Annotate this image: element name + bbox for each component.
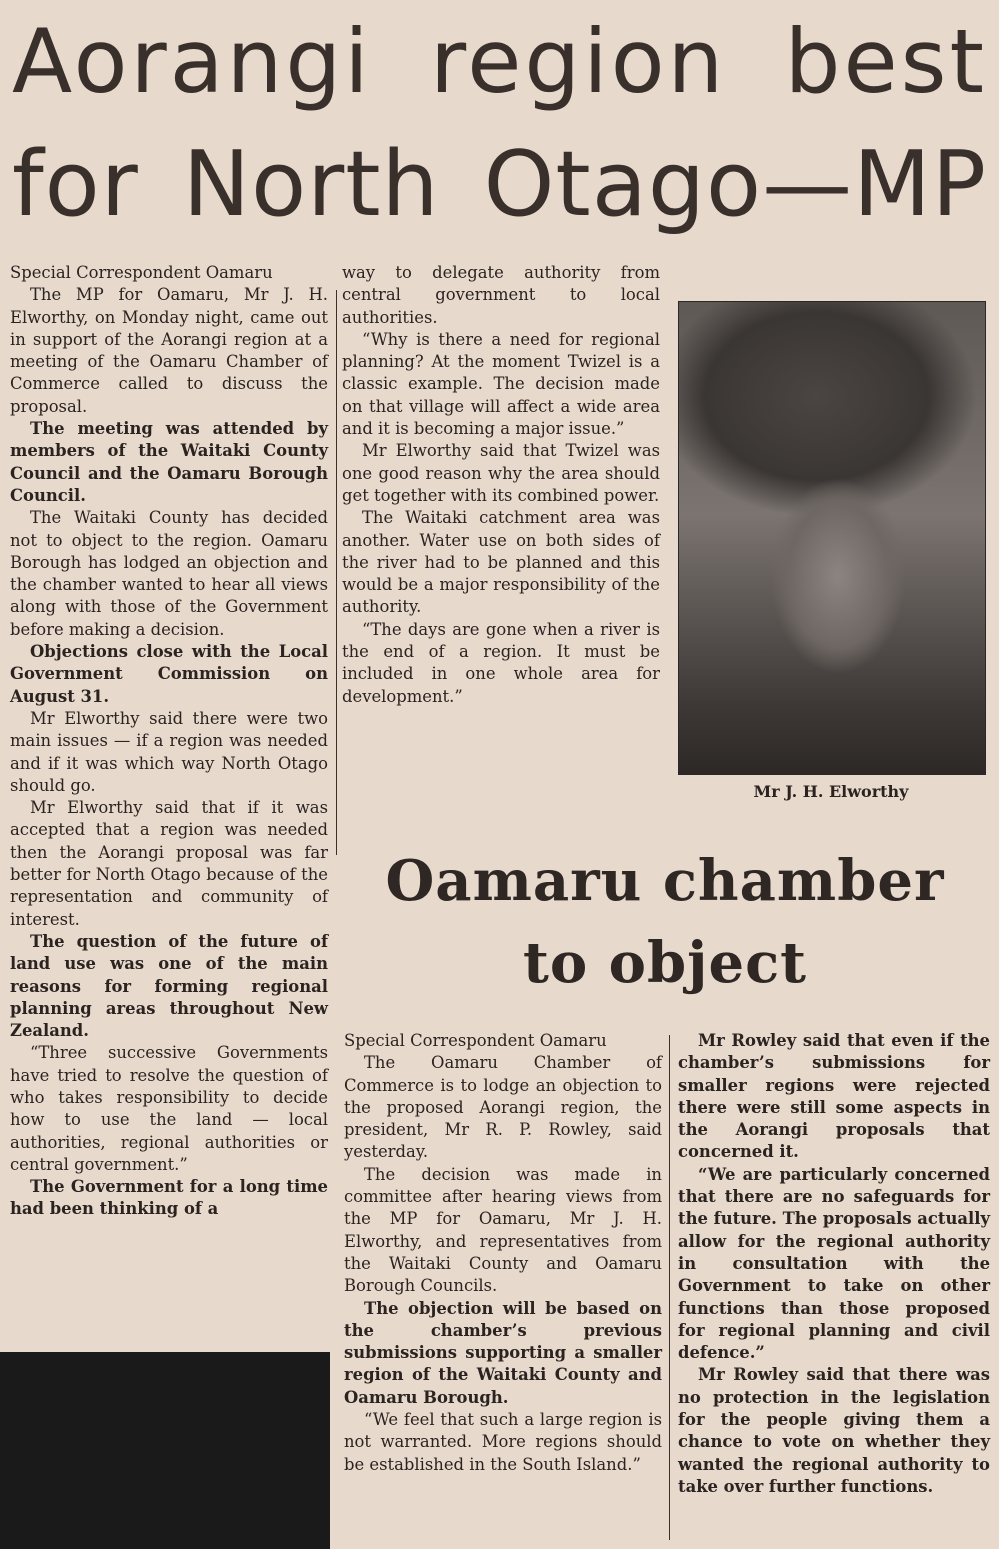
article2-paragraph: “We are particularly concerned that there are no safeguards for the future. The proposals actually allow for the regional authority in consultation with the Government to take on other functions than those proposed for regional planning and civil defence.” [678, 1164, 990, 1363]
article1-paragraph: way to delegate authority from central government to local authorities. [342, 263, 660, 327]
redacted-block [0, 1352, 330, 1549]
portrait-photo [678, 301, 986, 775]
article1-column-1 [10, 262, 328, 1221]
article1-byline: Special Correspondent Oamaru [10, 263, 273, 282]
second-headline-line-2: to object [522, 930, 808, 996]
article1-paragraph: Mr Elworthy said that Twizel was one good reason why the area should get together with its combined power. [342, 441, 660, 505]
article1-paragraph: “Why is there a need for regional planning? At the moment Twizel is a classic example. The decision made on that village will affect a wide area and it is becoming a major issue.” [342, 329, 660, 439]
article2-paragraph: Mr Rowley said that there was no protection in the legislation for the people giving them a chance to vote on whether they wanted the regional authority to take over further functions. [678, 1365, 990, 1496]
article2-paragraph: The decision was made in committee after hearing views from the MP for Oamaru, Mr J. H. Elworthy, and representatives from the Waitaki County and Oamaru Borough Councils. [344, 1164, 662, 1296]
article1-paragraph: The question of the future of land use was one of the main reasons for forming regional planning areas throughout New Zealand. [10, 931, 328, 1041]
article2-column-2 [678, 1030, 990, 1498]
main-headline-line-2: for North Otago—MP [12, 132, 987, 237]
article1-paragraph: The Government for a long time had been thinking of a [10, 1177, 328, 1219]
article1-column-2 [342, 262, 660, 708]
column-rule [669, 1035, 670, 1540]
article1-paragraph: Mr Elworthy said there were two main issues — if a region was needed and if it was which way North Otago should go. [10, 708, 328, 795]
article2-byline: Special Correspondent Oamaru [344, 1031, 607, 1050]
article1-paragraph: The Waitaki catchment area was another. Water use on both sides of the river had to be planned and this would be a major responsibility of the authority. [342, 508, 660, 617]
photo-caption: Mr J. H. Elworthy [753, 782, 909, 801]
article2-column-1 [344, 1030, 662, 1476]
article1-paragraph: The MP for Oamaru, Mr J. H. Elworthy, on Monday night, came out in support of the Aorangi region at a meeting of the Oamaru Chamber of Commerce called to discuss the proposal. [10, 285, 328, 416]
article2-paragraph: The Oamaru Chamber of Commerce is to lodge an objection to the proposed Aorangi region, the president, Mr R. P. Rowley, said yesterday. [344, 1053, 662, 1162]
article1-paragraph: Mr Elworthy said that if it was accepted that a region was needed then the Aorangi proposal was far better for North Otago because of the representation and community of interest. [10, 798, 328, 929]
article2-paragraph: “We feel that such a large region is not warranted. More regions should be established in the South Island.” [344, 1410, 662, 1474]
article1-paragraph: Objections close with the Local Government Commission on August 31. [10, 642, 328, 706]
article1-paragraph: “Three successive Governments have tried to resolve the question of who takes responsibility to decide how to use the land — local authorities, regional authorities or central government.” [10, 1043, 328, 1174]
article1-paragraph: The meeting was attended by members of the Waitaki County Council and the Oamaru Borough Council. [10, 419, 328, 505]
second-headline-line-1: Oamaru chamber [385, 848, 945, 914]
article1-paragraph: The Waitaki County has decided not to object to the region. Oamaru Borough has lodged an objection and the chamber wanted to hear all views along with those of the Government before making a decision. [10, 508, 328, 639]
column-rule [336, 290, 337, 855]
article1-paragraph: “The days are gone when a river is the end of a region. It must be included in one whole area for development.” [342, 619, 660, 706]
article2-paragraph: The objection will be based on the chamber’s previous submissions supporting a smaller region of the Waitaki County and Oamaru Borough. [344, 1298, 662, 1407]
article2-paragraph: Mr Rowley said that even if the chamber’s submissions for smaller regions were rejected there were still some aspects in the Aorangi proposals that concerned it. [678, 1031, 990, 1162]
main-headline-line-1: Aorangi region best [12, 10, 987, 113]
